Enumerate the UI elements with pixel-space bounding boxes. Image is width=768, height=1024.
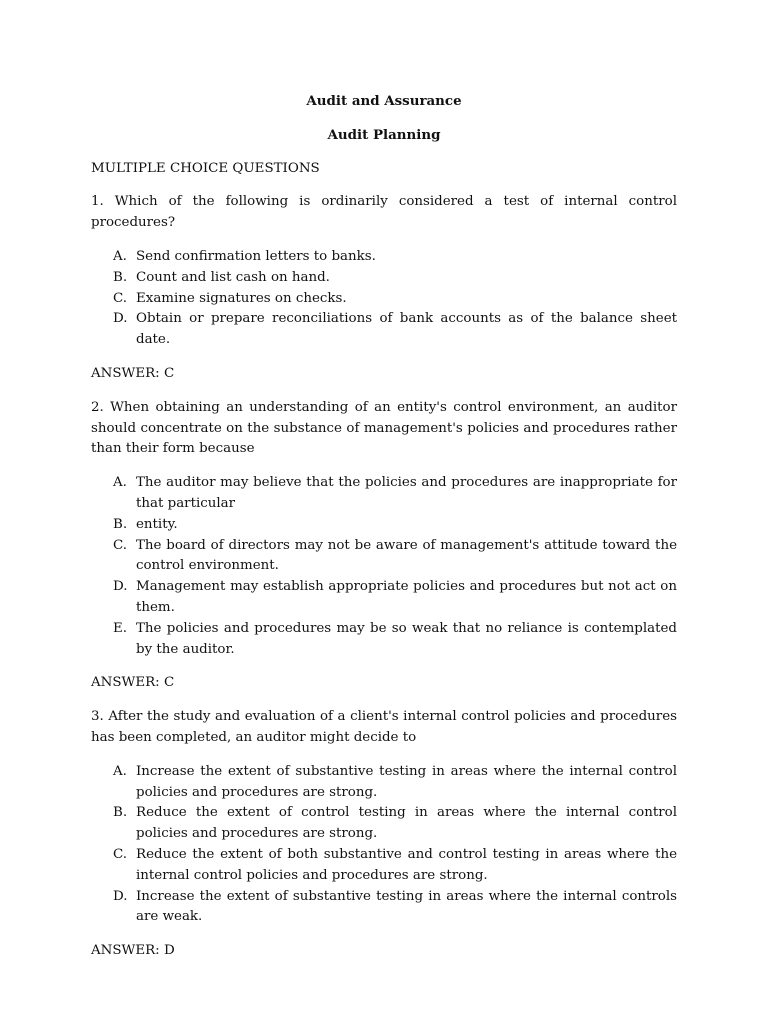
question-1-answer: ANSWER: C <box>91 365 175 381</box>
option-letter: B. <box>113 516 128 532</box>
document-subtitle: Audit Planning <box>327 126 441 143</box>
option-letter: A. <box>113 475 127 491</box>
option-item <box>91 619 677 661</box>
question-2-options <box>91 473 677 660</box>
document-title: Audit and Assurance <box>306 93 462 109</box>
option-item <box>91 577 677 619</box>
option-item <box>91 309 677 351</box>
option-letter: E. <box>113 620 128 636</box>
option-letter: D. <box>113 888 128 904</box>
option-text: Send confirmation letters to banks. <box>136 248 376 264</box>
question-3-text: 3. After the study and evaluation of a client's internal control policies and procedures has been completed, an auditor might decide to <box>91 709 677 745</box>
question-1-options <box>91 247 677 351</box>
option-text: Management may establish appropriate policies and procedures but not act on them. <box>136 579 677 615</box>
option-text: The policies and procedures may be so weak that no reliance is contemplated by the auditor. <box>136 620 677 657</box>
option-item <box>91 887 677 929</box>
option-letter: C. <box>113 290 128 306</box>
option-letter: A. <box>113 763 127 779</box>
option-text: Reduce the extent of control testing in areas where the internal control policies and procedures are strong. <box>136 805 677 842</box>
option-text: Obtain or prepare reconciliations of bank accounts as of the balance sheet date. <box>136 311 677 348</box>
option-text: The board of directors may not be aware of management's attitude toward the control environment. <box>136 537 677 574</box>
option-item <box>91 536 677 578</box>
option-letter: A. <box>113 248 127 264</box>
question-1-text: 1. Which of the following is ordinarily considered a test of internal control procedures? <box>91 194 677 231</box>
option-letter: B. <box>113 269 128 285</box>
option-item <box>91 803 677 845</box>
option-item <box>91 247 677 268</box>
option-letter: D. <box>113 579 128 595</box>
option-item <box>91 268 677 289</box>
option-text: Count and list cash on hand. <box>136 269 330 285</box>
option-letter: C. <box>113 846 128 862</box>
option-text: Increase the extent of substantive testing in areas where the internal controls are weak. <box>136 888 677 925</box>
option-text: Examine signatures on checks. <box>136 290 347 306</box>
option-item <box>91 762 677 804</box>
section-heading: MULTIPLE CHOICE QUESTIONS <box>91 160 320 176</box>
option-text: Reduce the extent of both substantive and control testing in areas where the internal control policies and procedures are strong. <box>136 846 677 883</box>
question-2-text: 2. When obtaining an understanding of an entity's control environment, an auditor should concentrate on the substance of management's policies and procedures rather than their form because <box>91 399 677 457</box>
question-2-answer: ANSWER: C <box>91 675 175 691</box>
option-letter: C. <box>113 537 128 553</box>
option-item <box>91 515 677 536</box>
question-3-options <box>91 762 677 928</box>
option-item <box>91 289 677 310</box>
question-3-answer: ANSWER: D <box>91 943 175 959</box>
option-text: entity. <box>136 516 178 532</box>
option-text: The auditor may believe that the policies and procedures are inappropriate for that particular <box>136 475 677 511</box>
option-letter: B. <box>113 805 128 821</box>
option-letter: D. <box>113 311 128 327</box>
option-text: Increase the extent of substantive testing in areas where the internal control policies and procedures are strong. <box>136 763 677 800</box>
option-item <box>91 845 677 887</box>
option-item <box>91 473 677 515</box>
